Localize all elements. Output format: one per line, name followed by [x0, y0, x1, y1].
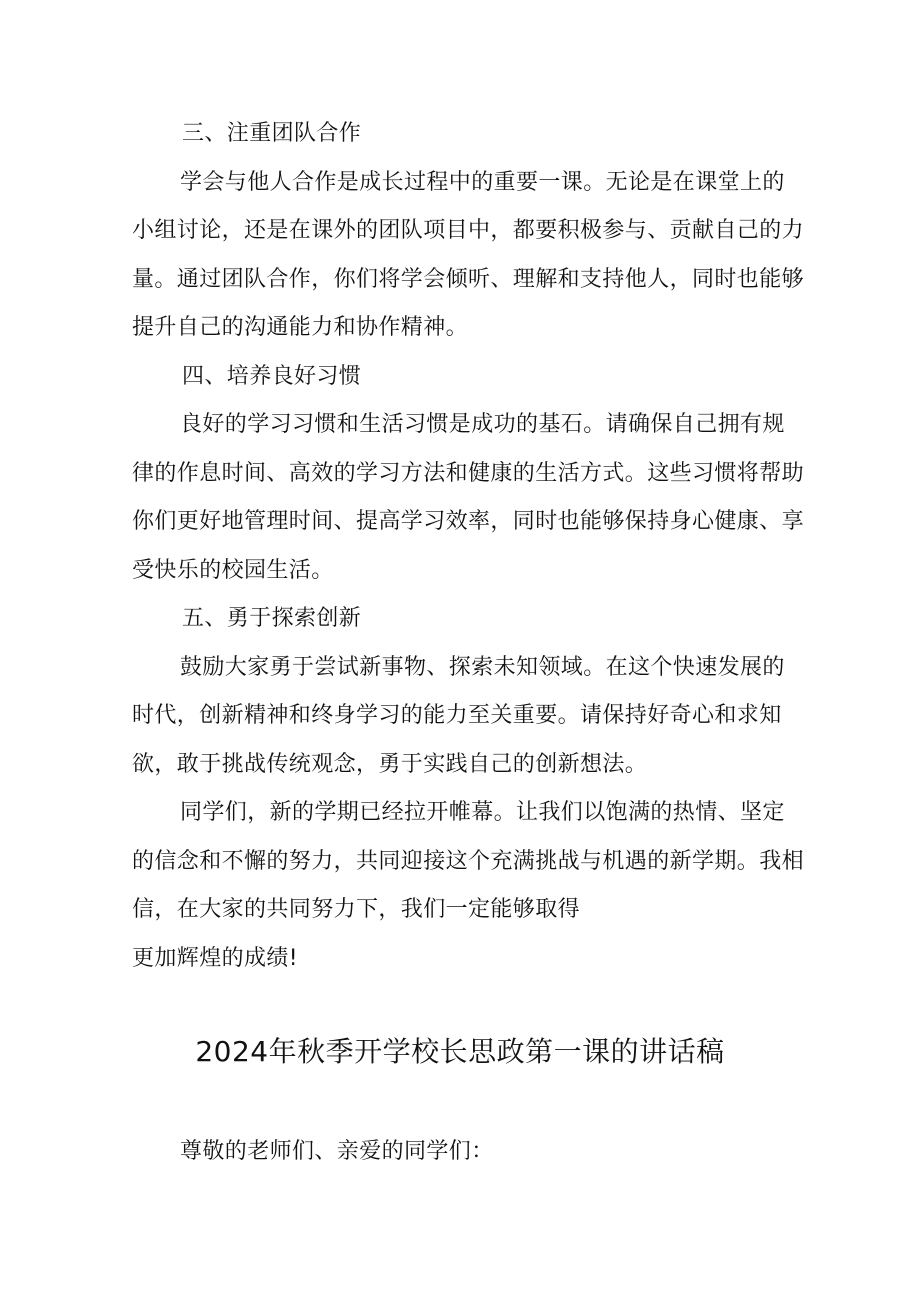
- section-paragraph: 学会与他人合作是成长过程中的重要一课。无论是在课堂上的小组讨论，还是在课外的团队项目中，都要积极参与、贡献自己的力量。通过团队合作，你们将学会倾听、理解和支持他人，同时也能够提升自己的沟通能力和协作精神。: [132, 169, 805, 340]
- section-paragraph: 良好的学习习惯和生活习惯是成功的基石。请确保自己拥有规律的作息时间、高效的学习方法和健康的生活方式。这些习惯将帮助你们更好地管理时间、提高学习效率，同时也能够保持身心健康、享受快乐的校园生活。: [132, 412, 805, 583]
- speech-body: [132, 110, 804, 983]
- section-heading: 五、勇于探索创新: [182, 606, 362, 631]
- salutation: 尊敬的老师们、亲爱的同学们：: [180, 1139, 494, 1164]
- closing-paragraph: 同学们，新的学期已经拉开帷幕。让我们以饱满的热情、坚定的信念和不懈的努力，共同迎接这个充满挑战与机遇的新学期。我相信，在大家的共同努力下，我们一定能够取得: [132, 800, 805, 922]
- section-paragraph: 鼓励大家勇于尝试新事物、探索未知领域。在这个快速发展的时代，创新精神和终身学习的能力至关重要。请保持好奇心和求知欲，敢于挑战传统观念，勇于实践自己的创新想法。: [132, 654, 785, 777]
- section-heading: 三、注重团队合作: [182, 121, 362, 146]
- closing-last-line: 更加辉煌的成绩!: [132, 945, 299, 971]
- document-title: 2024年秋季开学校长思政第一课的讲话稿: [195, 1035, 725, 1068]
- section-heading: 四、培养良好习惯: [182, 363, 362, 389]
